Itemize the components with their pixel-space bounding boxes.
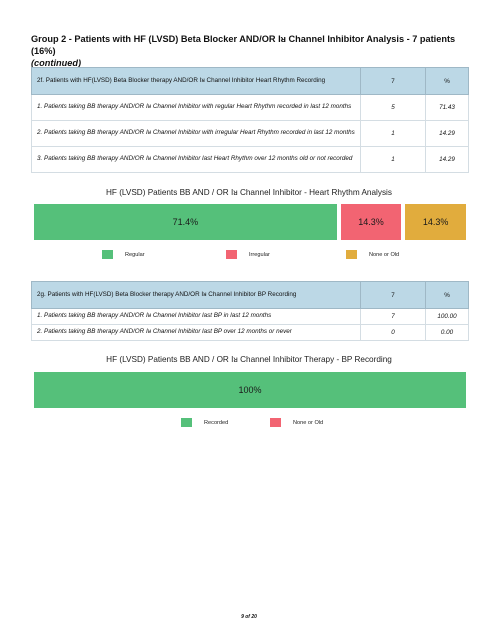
row-percent: 0.00 — [426, 325, 469, 341]
table-row — [32, 121, 469, 147]
bar-value-label: 14.3% — [358, 217, 384, 227]
chart-title-heart-rhythm: HF (LVSD) Patients BB AND / OR Iᴚ Channel Inhibitor - Heart Rhythm Analysis — [106, 188, 392, 197]
bar-segment-none-or-old — [405, 204, 466, 240]
table-header-description: 2g. Patients with HF(LVSD) Beta Blocker therapy AND/OR Iᴚ Channel Inhibitor BP Recording — [32, 282, 361, 309]
table-row — [32, 325, 469, 341]
heading-continued: (continued) — [31, 58, 82, 68]
legend-irregular — [226, 250, 270, 259]
table-header-count: 7 — [361, 68, 426, 95]
bar-segment-recorded — [34, 372, 466, 408]
table-2g — [31, 281, 469, 341]
row-percent: 71.43 — [426, 95, 469, 121]
legend-swatch — [346, 250, 357, 259]
row-count: 5 — [361, 95, 426, 121]
table-header-description: 2f. Patients with HF(LVSD) Beta Blocker therapy AND/OR Iᴚ Channel Inhibitor Heart Rhythm Recording — [32, 68, 361, 95]
table-row — [32, 95, 469, 121]
row-percent: 14.29 — [426, 147, 469, 173]
stacked-bar-heart-rhythm — [34, 204, 466, 240]
row-count: 1 — [361, 121, 426, 147]
page-heading — [31, 33, 471, 69]
row-count: 0 — [361, 325, 426, 341]
bar-value-label: 14.3% — [422, 217, 449, 227]
legend-recorded — [181, 418, 228, 427]
legend-label: Recorded — [204, 419, 229, 426]
stacked-bar-bp-recording — [34, 372, 466, 408]
table-row — [32, 147, 469, 173]
bar-value-label: 100% — [238, 385, 262, 395]
row-percent: 14.29 — [426, 121, 469, 147]
bar-segment-regular — [34, 204, 337, 240]
legend-swatch — [181, 418, 192, 427]
table-row — [32, 309, 469, 325]
legend-none-or-old — [346, 250, 399, 259]
legend-label: None or Old — [293, 419, 324, 426]
legend-swatch — [270, 418, 281, 427]
row-description: 3. Patients taking BB therapy AND/OR Iᴚ Channel Inhibitor last Heart Rhythm over 12 months old or not recorded — [32, 147, 361, 173]
table-header-percent: % — [426, 282, 469, 309]
bar-segment-irregular — [341, 204, 402, 240]
row-description: 2. Patients taking BB therapy AND/OR Iᴚ Channel Inhibitor with irregular Heart Rhythm recorded in last 12 months — [32, 121, 361, 147]
legend-label: Regular — [125, 251, 145, 258]
legend-none-or-old — [270, 418, 323, 427]
table-header-row — [32, 282, 469, 309]
row-description: 1. Patients taking BB therapy AND/OR Iᴚ Channel Inhibitor last BP in last 12 months — [32, 309, 361, 325]
chart-title-bp-recording: HF (LVSD) Patients BB AND / OR Iᴚ Channel Inhibitor Therapy - BP Recording — [106, 355, 392, 364]
table-2f — [31, 67, 469, 173]
legend-swatch — [102, 250, 113, 259]
table-header-count: 7 — [361, 282, 426, 309]
table-header-row — [32, 68, 469, 95]
table-header-percent: % — [426, 68, 469, 95]
row-count: 1 — [361, 147, 426, 173]
row-percent: 100.00 — [426, 309, 469, 325]
row-description: 1. Patients taking BB therapy AND/OR Iᴚ Channel Inhibitor with regular Heart Rhythm recorded in last 12 months — [32, 95, 361, 121]
row-count: 7 — [361, 309, 426, 325]
row-description: 2. Patients taking BB therapy AND/OR Iᴚ Channel Inhibitor last BP over 12 months or never — [32, 325, 361, 341]
legend-swatch — [226, 250, 237, 259]
bar-value-label: 71.4% — [172, 217, 199, 227]
legend-regular — [102, 250, 145, 259]
page-number: 9 of 20 — [241, 614, 257, 620]
legend-label: None or Old — [369, 251, 400, 258]
heading-text: Group 2 - Patients with HF (LVSD) Beta Blocker AND/OR Iᴚ Channel Inhibitor Analysis - 7 patients (16%) — [31, 34, 456, 56]
legend-label: Irregular — [249, 251, 270, 258]
